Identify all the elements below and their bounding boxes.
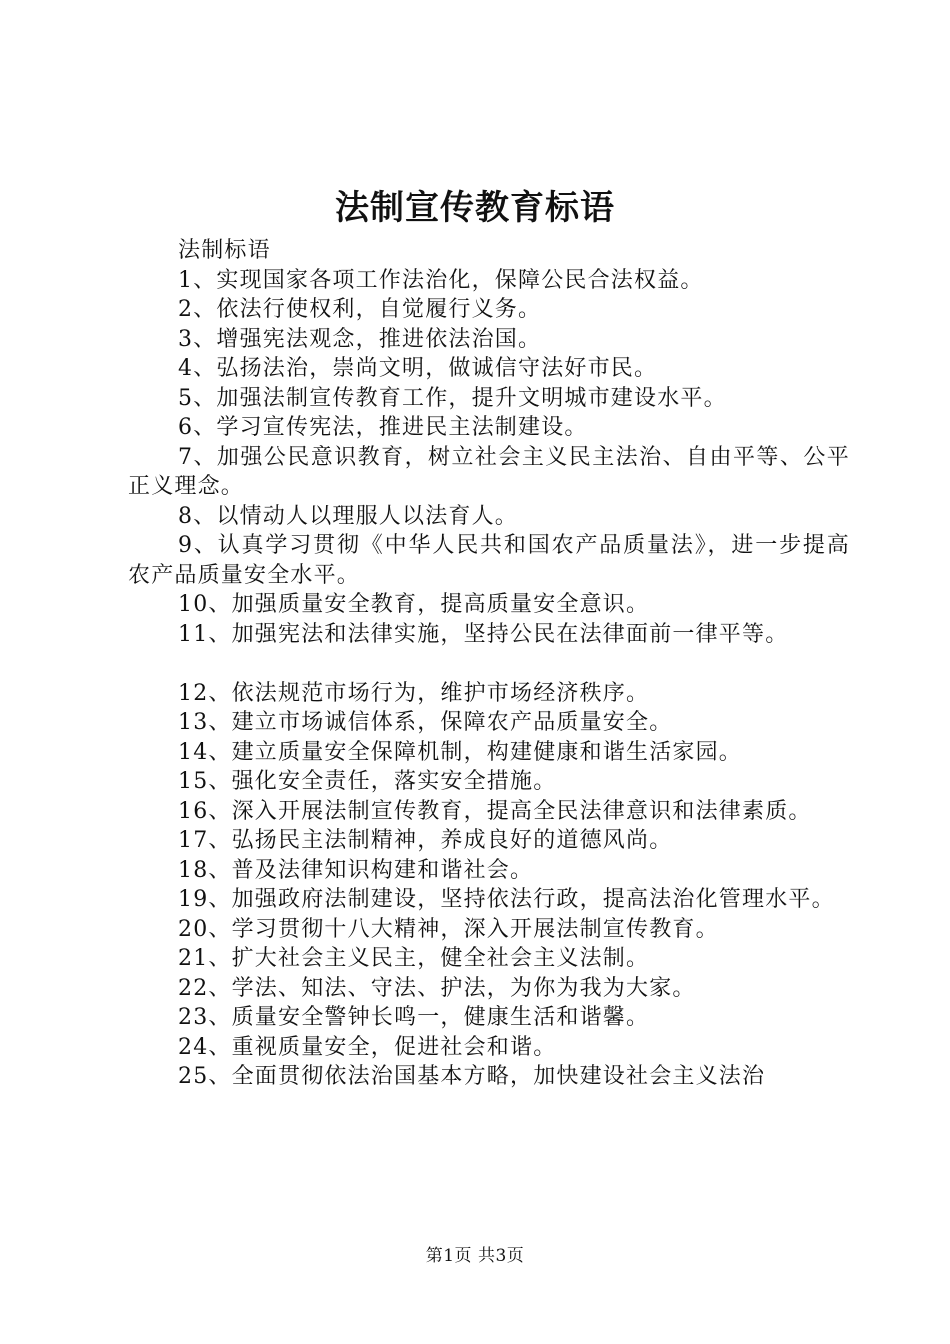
slogan-item: 24、重视质量安全，促进社会和谐。	[178, 1034, 557, 1060]
slogan-item: 19、加强政府法制建设，坚持依法行政，提高法治化管理水平。	[178, 887, 835, 912]
slogan-item: 16、深入开展法制宣传教育，提高全民法律意识和法律素质。	[178, 798, 812, 824]
page-title: 法制宣传教育标语	[335, 188, 615, 228]
slogan-item: 15、强化安全责任，落实安全措施。	[178, 769, 557, 794]
slogan-item: 1、实现国家各项工作法治化，保障公民合法权益。	[178, 267, 704, 293]
slogan-item: 18、普及法律知识构建和谐社会。	[178, 857, 534, 883]
slogan-item: 5、加强法制宣传教育工作，提升文明城市建设水平。	[178, 385, 727, 411]
slogan-item: 10、加强质量安全教育，提高质量安全意识。	[178, 592, 650, 617]
slogan-item: 12、依法规范市场行为，维护市场经济秩序。	[178, 680, 650, 706]
slogan-item: 8、以情动人以理服人以法育人。	[178, 503, 518, 529]
subtitle: 法制标语	[178, 238, 271, 263]
slogan-item: 9、认真学习贯彻《中华人民共和国农产品质量法》，进一步提高农产品质量安全水平。	[128, 533, 850, 588]
slogan-item: 6、学习宣传宪法，推进民主法制建设。	[178, 415, 588, 440]
slogan-item: 20、学习贯彻十八大精神，深入开展法制宣传教育。	[178, 916, 719, 942]
page-footer: 第1页 共3页	[425, 1246, 525, 1266]
slogan-item: 13、建立市场诚信体系，保障农产品质量安全。	[178, 710, 673, 735]
slogan-item: 3、增强宪法观念，推进依法治国。	[178, 326, 542, 352]
slogan-item: 22、学法、知法、守法、护法，为你为我为大家。	[178, 975, 696, 1001]
slogan-item: 2、依法行使权利，自觉履行义务。	[178, 297, 542, 322]
slogan-item: 23、质量安全警钟长鸣一，健康生活和谐馨。	[178, 1005, 650, 1030]
slogan-item: 7、加强公民意识教育，树立社会主义民主法治、自由平等、公平正义理念。	[128, 444, 850, 499]
slogan-item: 21、扩大社会主义民主，健全社会主义法制。	[178, 946, 650, 971]
slogan-item: 14、建立质量安全保障机制，构建健康和谐生活家园。	[178, 739, 742, 765]
document-body	[128, 236, 850, 1092]
slogan-item: 4、弘扬法治，崇尚文明，做诚信守法好市民。	[178, 356, 658, 381]
slogan-item: 11、加强宪法和法律实施，坚持公民在法律面前一律平等。	[178, 621, 789, 647]
slogan-item: 25、全面贯彻依法治国基本方略，加快建设社会主义法治	[178, 1064, 766, 1089]
slogan-item: 17、弘扬民主法制精神，养成良好的道德风尚。	[178, 828, 673, 853]
